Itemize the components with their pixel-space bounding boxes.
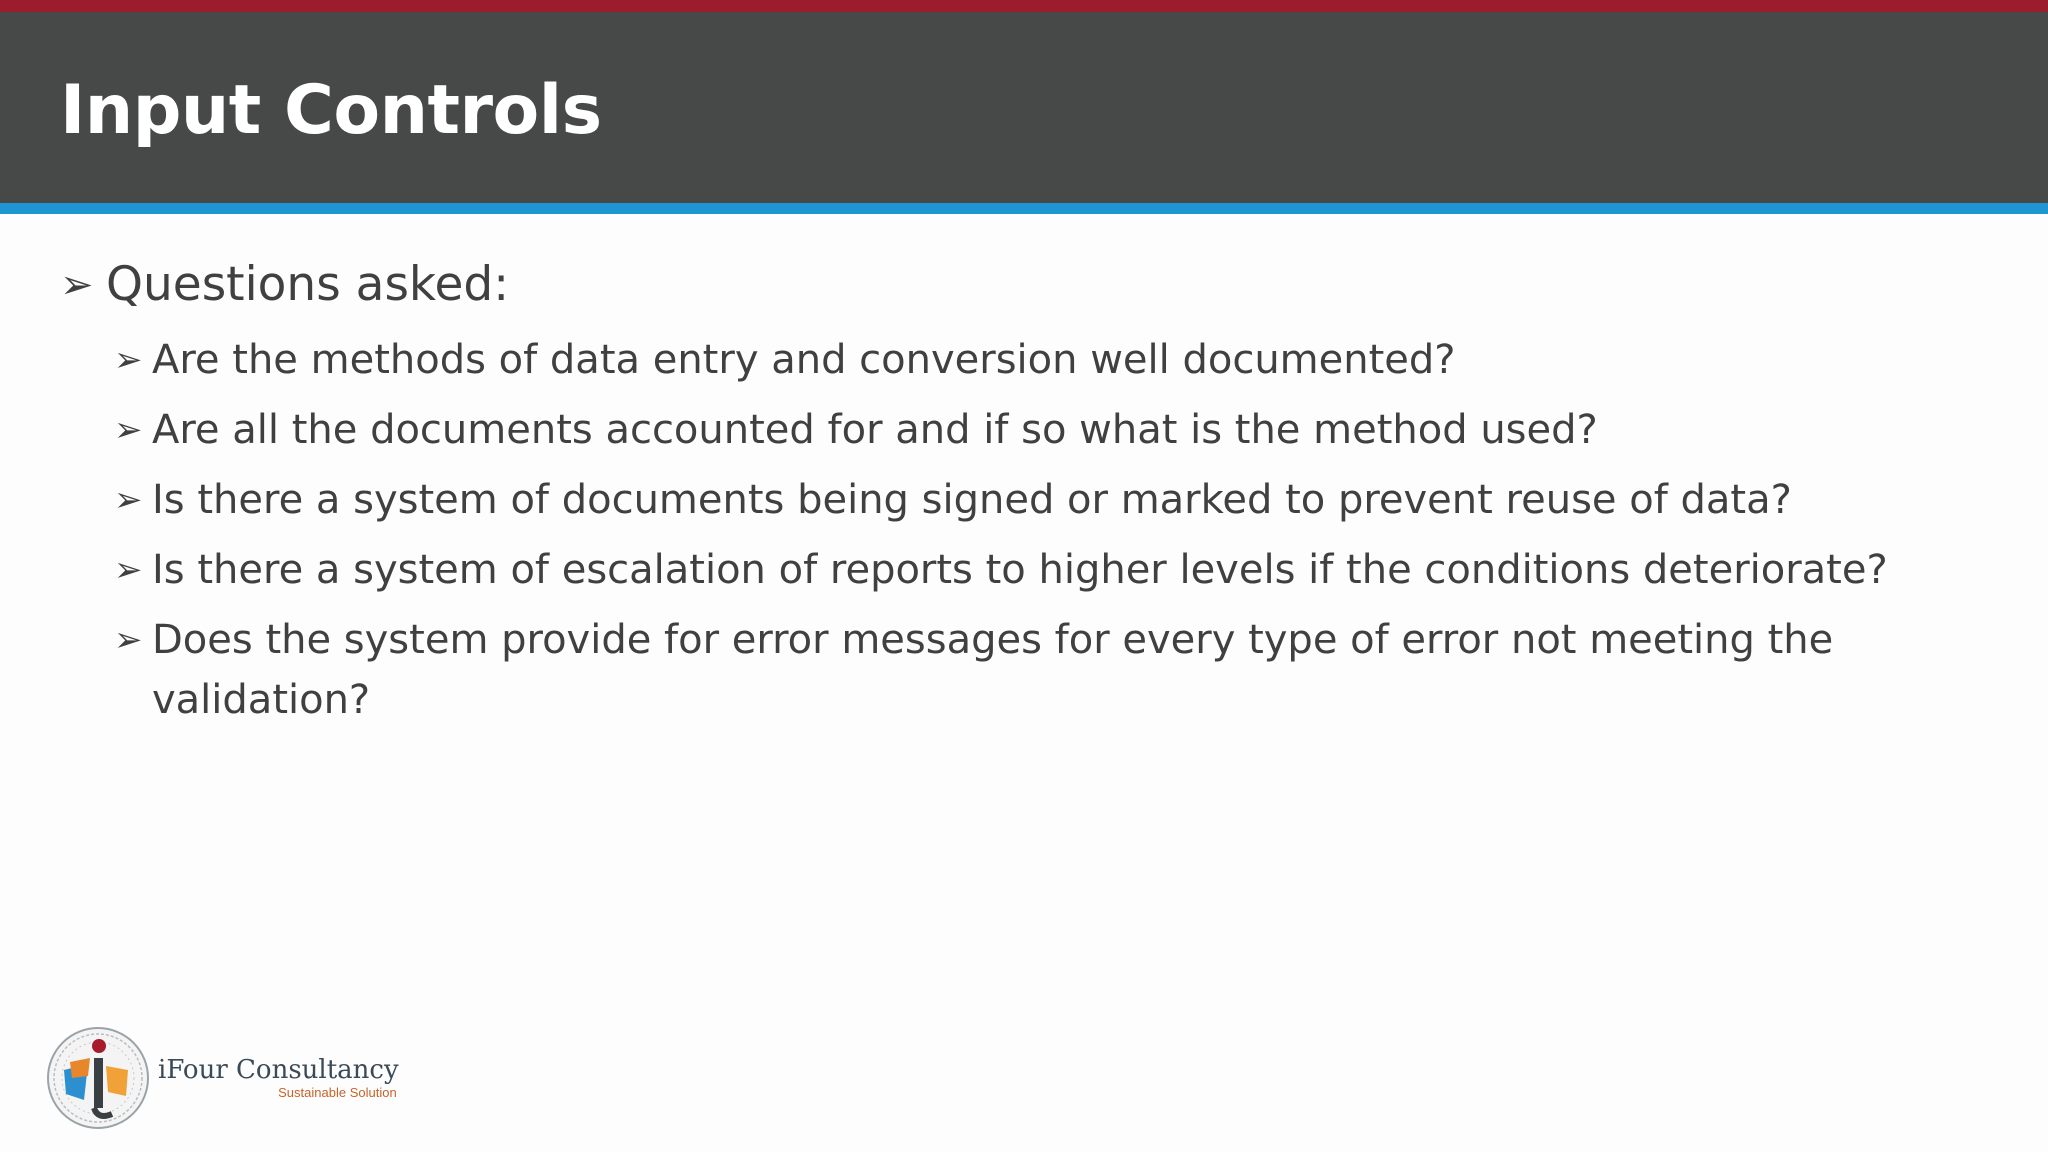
- arrow-bullet-icon: ➢: [114, 410, 143, 450]
- logo-text: [158, 1055, 399, 1101]
- sub-bullet-text: Are the methods of data entry and conversion well documented?: [152, 337, 1456, 383]
- logo-name: iFour Consultancy: [158, 1055, 399, 1085]
- ifour-logo-icon: [44, 1024, 152, 1132]
- sub-bullet: [114, 330, 1960, 390]
- bullet-questions-asked: [60, 250, 1960, 320]
- slide-body: [60, 250, 1960, 730]
- company-logo: [44, 1024, 399, 1132]
- arrow-bullet-icon: ➢: [114, 480, 143, 520]
- sub-bullet: [114, 540, 1960, 600]
- arrow-bullet-icon: ➢: [114, 620, 143, 660]
- header-divider-rule: [0, 203, 2048, 214]
- top-accent-stripe: [0, 0, 2048, 12]
- sub-bullet: [114, 400, 1960, 460]
- sub-bullet-text: Is there a system of documents being signed or marked to prevent reuse of data?: [152, 477, 1792, 523]
- logo-tagline: Sustainable Solution: [278, 1085, 397, 1100]
- sub-bullet-text: Are all the documents accounted for and if so what is the method used?: [152, 407, 1598, 453]
- sub-bullet: [114, 470, 1960, 530]
- arrow-bullet-icon: ➢: [114, 550, 143, 590]
- sub-bullet-list: [60, 330, 1960, 730]
- arrow-bullet-icon: ➢: [114, 340, 143, 380]
- bullet-text: Questions asked:: [106, 257, 510, 312]
- slide-title: Input Controls: [60, 71, 602, 150]
- arrow-bullet-icon: ➢: [60, 262, 94, 308]
- sub-bullet: [114, 610, 1960, 730]
- sub-bullet-text: Is there a system of escalation of reports to higher levels if the conditions deteriorate?: [152, 547, 1888, 593]
- sub-bullet-text: Does the system provide for error messages for every type of error not meeting the validation?: [152, 617, 1834, 723]
